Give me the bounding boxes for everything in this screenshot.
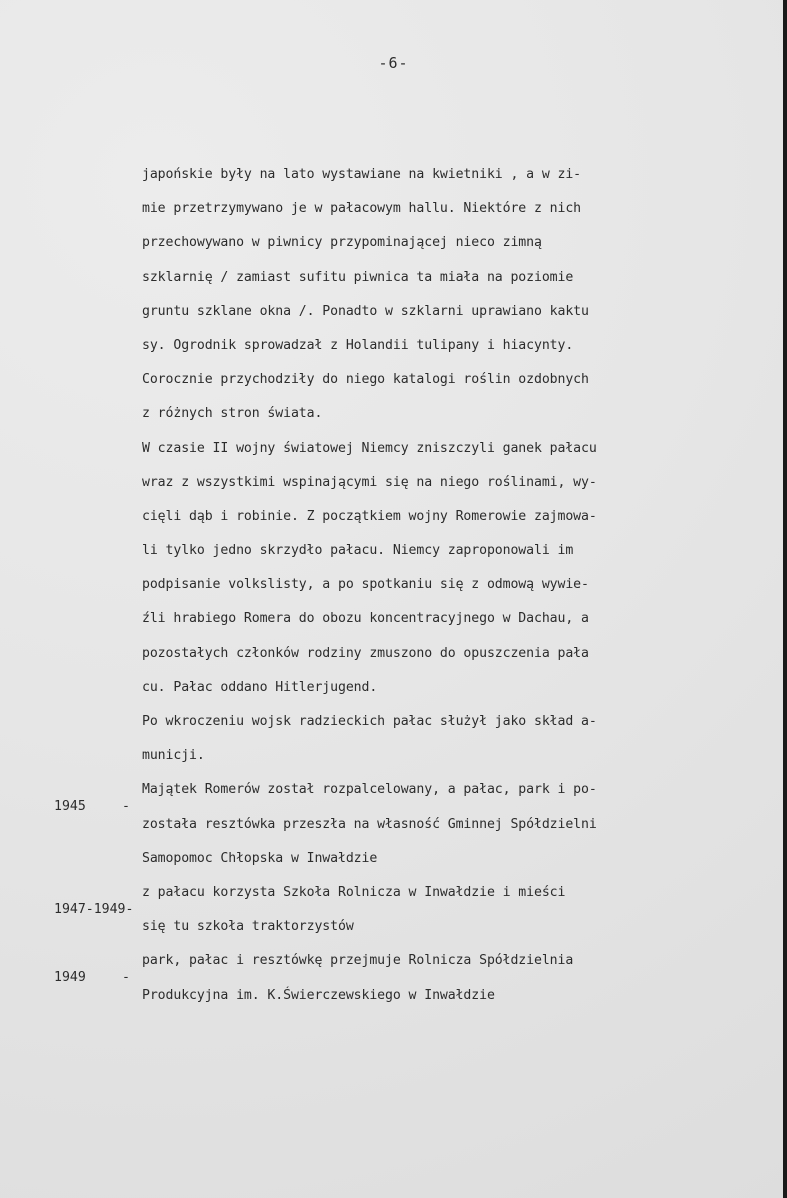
paragraph1-line: mie przetrzymywano je w pałacowym hallu. Niektóre z nich	[142, 201, 582, 217]
paragraph3-line: Po wkroczeniu wojsk radzieckich pałac służył jako skład a-	[142, 714, 597, 729]
page-number: -6-	[378, 54, 409, 72]
entry-1945-line: Samopomoc Chłopska w Inwałdzie	[142, 850, 378, 866]
paragraph2-line: źli hrabiego Romera do obozu koncentracyjnego w Dachau, a	[142, 611, 589, 627]
entry-1945-line: Majątek Romerów został rozpalcelowany, a pałac, park i po-	[142, 782, 597, 798]
paragraph1-line: japońskie były na lato wystawiane na kwietniki , a w zi-	[142, 167, 582, 182]
entry-year: 1945	[54, 799, 86, 814]
scan-edge	[783, 0, 787, 1198]
paragraph1-line: szklarnię / zamiast sufitu piwnica ta miała na poziomie	[142, 269, 574, 285]
paragraph3-line: municji.	[142, 748, 205, 764]
paragraph2-line: cu. Pałac oddano Hitlerjugend.	[142, 679, 378, 695]
entry-dash: -	[122, 799, 130, 814]
paragraph2-line: wraz z wszystkimi wspinającymi się na niego roślinami, wy-	[142, 474, 597, 490]
paragraph2-line: li tylko jedno skrzydło pałacu. Niemcy zaproponowali im	[142, 543, 574, 559]
paragraph1-line: sy. Ogrodnik sprowadzał z Holandii tulipany i hiacynty.	[142, 337, 574, 353]
entry-1947-line: z pałacu korzysta Szkoła Rolnicza w Inwałdzie i mieści	[142, 884, 566, 900]
entry-dash: -	[122, 970, 130, 985]
paragraph2-line: podpisanie volkslisty, a po spotkaniu się z odmową wywie-	[142, 577, 589, 593]
entry-1945-line: została resztówka przeszła na własność Gminnej Spółdzielni	[142, 816, 597, 832]
paragraph2-line: W czasie II wojny światowej Niemcy zniszczyli ganek pałacu	[142, 440, 597, 456]
entry-year: 1947-1949-	[54, 902, 134, 917]
entry-1947-line: się tu szkoła traktorzystów	[142, 919, 354, 935]
entry-year: 1949	[54, 970, 86, 985]
paragraph2-line: pozostałych członków rodziny zmuszono do opuszczenia pała	[142, 645, 589, 661]
entry-1949-line: Produkcyjna im. K.Świerczewskiego w Inwałdzie	[142, 987, 495, 1003]
paragraph1-line: przechowywano w piwnicy przypominającej nieco zimną	[142, 235, 542, 251]
paragraph1-line: z różnych stron świata.	[142, 406, 323, 422]
main-text	[142, 164, 732, 1019]
paragraph1-line: gruntu szklane okna /. Ponadto w szklarni uprawiano kaktu	[142, 303, 589, 319]
paragraph1-line: Corocznie przychodziły do niego katalogi roślin ozdobnych	[142, 372, 589, 388]
entry-1949-line: park, pałac i resztówkę przejmuje Rolnicza Spółdzielnia	[142, 953, 574, 969]
paragraph2-line: cięli dąb i robinie. Z początkiem wojny Romerowie zajmowa-	[142, 508, 597, 524]
